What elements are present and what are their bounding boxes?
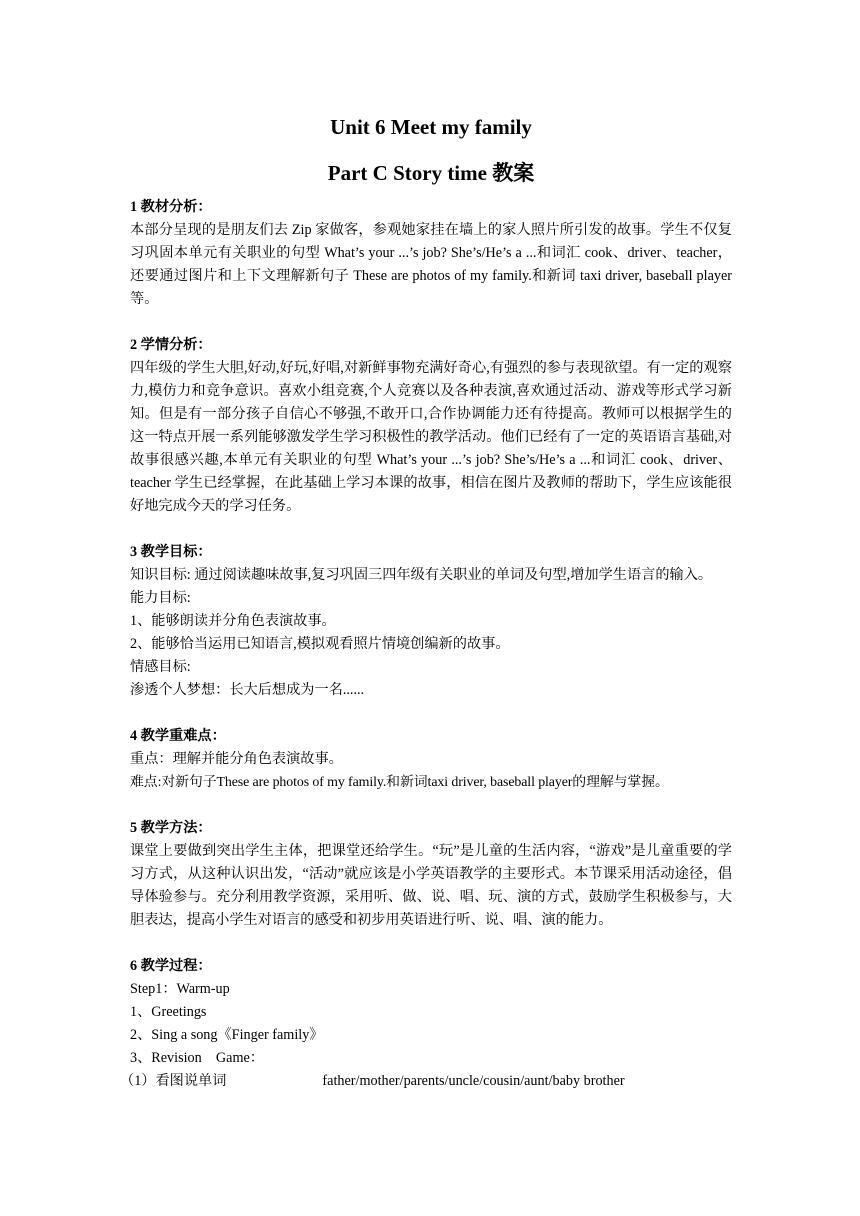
section-heading: 3 教学目标： bbox=[130, 544, 212, 560]
section-teaching-process bbox=[120, 955, 732, 1093]
step-subitem bbox=[120, 1070, 732, 1093]
emotion-goal-item: 渗透个人梦想：长大后想成为一名...... bbox=[130, 682, 365, 698]
document-subtitle: Part C Story time 教案 bbox=[327, 161, 535, 185]
step-item: 3、Revision Game： bbox=[130, 1050, 264, 1066]
ability-goal-item: 2、能够恰当运用已知语言,模拟观看照片情境创编新的故事。 bbox=[130, 636, 510, 652]
section-body: 四年级的学生大胆,好动,好玩,好唱,对新鲜事物充满好奇心,有强烈的参与表现欲望。有一定的观察力,模仿力和竞争意识。喜欢小组竞赛,个人竞赛以及各种表演,喜欢通过活动、游戏等形式学习新知。但是有一部分孩子自信心不够强,不敢开口,合作协调能力还有待提高。教师可以根据学生的这一特点开展一系列能够激发学生学习积极性的教学活动。他们已经有了一定的英语语言基础,对故事很感兴趣,本单元有关职业的句型 What’s your ...’s job? She’s/He’s a ...和词汇 cook、driver、teacher 学生已经掌握，在此基础上学习本课的故事，相信在图片及教师的帮助下，学生应该能很好地完成今天的学习任务。 bbox=[130, 360, 732, 514]
section-body: 课堂上要做到突出学生主体，把课堂还给学生。“玩”是儿童的生活内容，“游戏”是儿童重要的学习方式，从这种认识出发，“活动”就应该是小学英语教学的主要形式。本节课采用活动途径，倡导体验参与。充分利用教学资源，采用听、做、说、唱、玩、演的方式，鼓励学生积极参与，大胆表达，提高小学生对语言的感受和初步用英语进行听、说、唱、演的能力。 bbox=[130, 843, 732, 928]
section-heading: 5 教学方法： bbox=[130, 820, 212, 836]
difficult-point: 难点:对新句子These are photos of my family.和新词taxi driver, baseball player的理解与掌握。 bbox=[130, 775, 669, 790]
section-materials-analysis bbox=[130, 196, 732, 311]
emotion-goal-label: 情感目标: bbox=[130, 659, 191, 675]
subitem-label: （1）看图说单词 bbox=[120, 1073, 227, 1089]
section-heading: 1 教材分析： bbox=[130, 199, 212, 215]
subitem-word-list: father/mother/parents/uncle/cousin/aunt/baby brother bbox=[322, 1073, 625, 1089]
ability-goal-item: 1、能够朗读并分角色表演故事。 bbox=[130, 613, 336, 629]
document-title: Unit 6 Meet my family bbox=[330, 115, 532, 139]
section-key-points bbox=[130, 725, 732, 794]
step-title: Step1：Warm-up bbox=[130, 981, 230, 997]
section-student-analysis bbox=[130, 334, 732, 518]
step-item: 2、Sing a song《Finger family》 bbox=[130, 1027, 324, 1043]
step-item: 1、Greetings bbox=[130, 1004, 207, 1020]
section-teaching-methods bbox=[130, 817, 732, 932]
section-body: 本部分呈现的是朋友们去 Zip 家做客，参观她家挂在墙上的家人照片所引发的故事。学生不仅复习巩固本单元有关职业的句型 What’s your ...’s job? She’s/He’s a ...和词汇 cook、driver、teacher，还要通过图片和上下文理解新句子 These are photos of my family.和新词 taxi driver, baseball player 等。 bbox=[130, 222, 732, 307]
key-point: 重点：理解并能分角色表演故事。 bbox=[130, 751, 343, 767]
section-teaching-goals bbox=[130, 541, 732, 702]
knowledge-goal: 知识目标: 通过阅读趣味故事,复习巩固三四年级有关职业的单词及句型,增加学生语言的输入。 bbox=[130, 567, 713, 583]
section-heading: 4 教学重难点： bbox=[130, 728, 226, 744]
ability-goal-label: 能力目标: bbox=[130, 590, 191, 606]
section-heading: 2 学情分析： bbox=[130, 337, 212, 353]
document-page bbox=[120, 110, 732, 1093]
section-heading: 6 教学过程： bbox=[130, 958, 212, 974]
